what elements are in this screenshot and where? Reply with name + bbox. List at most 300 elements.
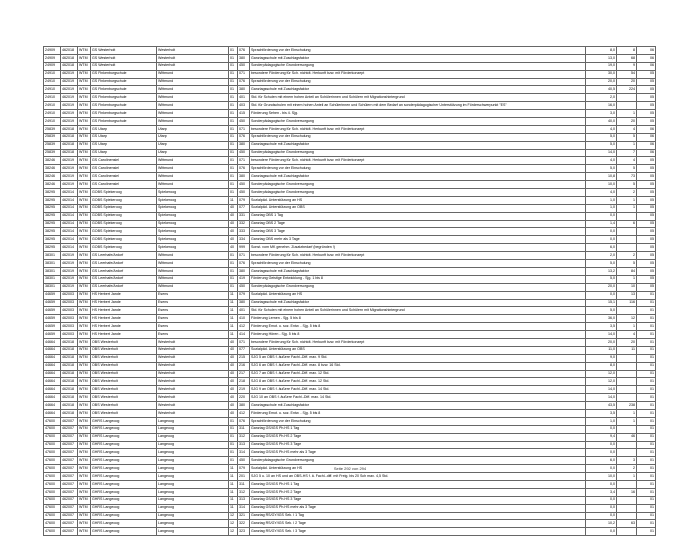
cell-code: 071 — [238, 70, 250, 78]
cell-school-type: 40 — [229, 204, 238, 212]
cell-county: WTM — [78, 473, 91, 481]
cell-description: Sonderpädagogische Grundversorgung — [250, 457, 586, 465]
cell-code: 218 — [238, 378, 250, 386]
table-row — [44, 62, 656, 70]
cell-description: Sozialpäd. Unterstützung an OBS — [250, 346, 586, 354]
cell-location: Spiekeroog — [157, 236, 229, 244]
cell-school-id: 24910 — [44, 78, 61, 86]
cell-location: Esens — [157, 323, 229, 331]
cell-school-id: 38246 — [44, 157, 61, 165]
cell-hours: 40,0 — [586, 118, 617, 126]
cell-code: 071 — [238, 157, 250, 165]
cell-district-code: 462018 — [61, 141, 78, 149]
table-row — [44, 78, 656, 86]
cell-county: WTM — [78, 394, 91, 402]
cell-county: WTM — [78, 157, 91, 165]
cell-school-type: 01 — [229, 94, 238, 102]
cell-hours: 0,0 — [586, 228, 617, 236]
cell-school-type: 12 — [229, 528, 238, 536]
cell-location: Wittmund — [157, 173, 229, 181]
table-row — [44, 157, 656, 165]
cell-suffix: 01 — [637, 354, 656, 362]
cell-count: 1 — [617, 204, 637, 212]
cell-county: WTM — [78, 181, 91, 189]
cell-school-name: OBS Westerholt — [91, 354, 157, 362]
cell-count: 68 — [617, 54, 637, 62]
cell-district-code: 462019 — [61, 275, 78, 283]
cell-school-type: 01 — [229, 449, 238, 457]
cell-school-id: 38295 — [44, 196, 61, 204]
table-row — [44, 346, 656, 354]
cell-school-id: 38246 — [44, 173, 61, 181]
cell-location: Esens — [157, 299, 229, 307]
table-row — [44, 473, 656, 481]
cell-hours: 1,0 — [586, 417, 617, 425]
cell-district-code: 462014 — [61, 236, 78, 244]
cell-suffix: 01 — [637, 480, 656, 488]
cell-school-name: OBS Westerholt — [91, 362, 157, 370]
cell-school-id: 38295 — [44, 189, 61, 197]
cell-district-code: 462018 — [61, 54, 78, 62]
cell-school-name: GHRS Langeoog — [91, 488, 157, 496]
table-row — [44, 488, 656, 496]
cell-school-type: 01 — [229, 252, 238, 260]
cell-description: Ganztag RS/GY/IGS Sek. I 2 Tage — [250, 520, 586, 528]
cell-code: 450 — [238, 189, 250, 197]
cell-hours: 3,0 — [586, 110, 617, 118]
table-row — [44, 370, 656, 378]
cell-suffix: 05 — [637, 228, 656, 236]
cell-count: 116 — [617, 299, 637, 307]
cell-district-code: 462003 — [61, 331, 78, 339]
cell-school-name: GHRS Langeoog — [91, 449, 157, 457]
cell-count — [617, 496, 637, 504]
cell-count: 1 — [617, 409, 637, 417]
cell-description: besondere Förderung für Sch. nichtdt. Herkunft bzw. mit Förderkonzept — [250, 157, 586, 165]
table-row — [44, 165, 656, 173]
cell-school-name: HS Herbert Jande — [91, 307, 157, 315]
cell-location: Langeoog — [157, 465, 229, 473]
cell-school-id: 38246 — [44, 181, 61, 189]
cell-district-code: 462007 — [61, 473, 78, 481]
cell-school-type: 40 — [229, 370, 238, 378]
cell-code: 312 — [238, 433, 250, 441]
cell-count: 1 — [617, 323, 637, 331]
table-row — [44, 236, 656, 244]
cell-school-id: 38295 — [44, 212, 61, 220]
cell-suffix: 01 — [637, 386, 656, 394]
cell-hours: 9,4 — [586, 433, 617, 441]
cell-location: Langeoog — [157, 480, 229, 488]
cell-code: 412 — [238, 323, 250, 331]
cell-suffix: 01 — [637, 315, 656, 323]
cell-description: Sprachförderung vor der Einschulung — [250, 417, 586, 425]
cell-location: Langeoog — [157, 449, 229, 457]
cell-location: Esens — [157, 331, 229, 339]
cell-county: WTM — [78, 346, 91, 354]
cell-description: Sonst. vom MK genehm. Zusatzbedarf (begründen !) — [250, 244, 586, 252]
cell-code: 076 — [238, 417, 250, 425]
table-row — [44, 331, 656, 339]
cell-suffix: 06 — [637, 47, 656, 55]
table-row — [44, 378, 656, 386]
cell-hours: 5,0 — [586, 260, 617, 268]
cell-district-code: 462019 — [61, 102, 78, 110]
cell-suffix: 05 — [637, 275, 656, 283]
cell-hours: 0,0 — [586, 449, 617, 457]
cell-district-code: 462018 — [61, 370, 78, 378]
cell-description: Förderung Lernen - Sjg. 5 bis 8 — [250, 315, 586, 323]
table-row — [44, 118, 656, 126]
cell-school-id: 44659 — [44, 331, 61, 339]
cell-school-id: 44659 — [44, 299, 61, 307]
cell-code: 321 — [238, 512, 250, 520]
cell-suffix: 05 — [637, 212, 656, 220]
cell-school-id: 24910 — [44, 86, 61, 94]
cell-suffix: 05 — [637, 70, 656, 78]
cell-school-type: 40 — [229, 362, 238, 370]
cell-district-code: 462007 — [61, 504, 78, 512]
cell-suffix: 06 — [637, 54, 656, 62]
cell-district-code: 462014 — [61, 228, 78, 236]
cell-code: 380 — [238, 54, 250, 62]
cell-school-name: OBS Westerholt — [91, 402, 157, 410]
cell-count: 8 — [617, 47, 637, 55]
cell-district-code: 462019 — [61, 110, 78, 118]
cell-district-code: 462003 — [61, 315, 78, 323]
cell-school-name: GHRS Langeoog — [91, 417, 157, 425]
cell-hours: 8,0 — [586, 362, 617, 370]
cell-hours: 4,0 — [586, 157, 617, 165]
cell-county: WTM — [78, 228, 91, 236]
cell-school-id: 38301 — [44, 260, 61, 268]
cell-code: 450 — [238, 457, 250, 465]
cell-district-code: 462019 — [61, 181, 78, 189]
cell-county: WTM — [78, 449, 91, 457]
cell-district-code: 462019 — [61, 165, 78, 173]
cell-description: Ganztag OBS mehr als 3 Tage — [250, 236, 586, 244]
cell-location: Westerholt — [157, 394, 229, 402]
cell-suffix: 01 — [637, 323, 656, 331]
cell-county: WTM — [78, 315, 91, 323]
cell-hours: 5,0 — [586, 165, 617, 173]
cell-hours: 12,0 — [586, 378, 617, 386]
cell-location: Wittmund — [157, 260, 229, 268]
table-row — [44, 275, 656, 283]
cell-description: SJG 5 u. 10 an HS und an OBS-HS f. ä. Fachl.-diff. mit Freig. bis 20 Sch max. 4,5 Std. — [250, 473, 586, 481]
cell-suffix: 05 — [637, 252, 656, 260]
cell-school-id: 38301 — [44, 252, 61, 260]
cell-district-code: 462018 — [61, 133, 78, 141]
cell-county: WTM — [78, 291, 91, 299]
cell-school-name: GS Utarp — [91, 133, 157, 141]
cell-count — [617, 386, 637, 394]
cell-suffix: 05 — [637, 244, 656, 252]
cell-count: 4 — [617, 331, 637, 339]
cell-description: Std. für Grundschulen mit einem hohen Anteil an Schülerinnen und Schülern mit dem Bedarf an sonderpädagogischer Unterstützung im Förderschwerpunkt "ES" — [250, 102, 586, 110]
cell-school-type: 11 — [229, 496, 238, 504]
cell-county: WTM — [78, 409, 91, 417]
cell-hours: 14,0 — [586, 149, 617, 157]
cell-school-id: 44664 — [44, 354, 61, 362]
cell-school-type: 12 — [229, 520, 238, 528]
table-row — [44, 457, 656, 465]
cell-count: 1 — [617, 275, 637, 283]
cell-county: WTM — [78, 417, 91, 425]
cell-suffix: 01 — [637, 528, 656, 536]
cell-description: Ganztag GS/IGS Ph.HS 3 Tage — [250, 496, 586, 504]
cell-district-code: 462003 — [61, 299, 78, 307]
cell-school-type: 01 — [229, 425, 238, 433]
cell-code: 450 — [238, 149, 250, 157]
cell-school-id: 47600 — [44, 457, 61, 465]
cell-school-id: 24910 — [44, 110, 61, 118]
cell-school-name: GHRS Langeoog — [91, 441, 157, 449]
cell-count: 1 — [617, 196, 637, 204]
cell-count — [617, 504, 637, 512]
table-row — [44, 512, 656, 520]
cell-county: WTM — [78, 165, 91, 173]
cell-district-code: 462018 — [61, 354, 78, 362]
table-row — [44, 244, 656, 252]
cell-school-type: 01 — [229, 267, 238, 275]
cell-suffix: 01 — [637, 370, 656, 378]
cell-description: Förderung Emot. u. soz. Entw. - Sjg. 5 bis 8 — [250, 323, 586, 331]
cell-district-code: 462018 — [61, 62, 78, 70]
table-row — [44, 54, 656, 62]
cell-description: Sozialpäd. Unterstützung an OBS — [250, 204, 586, 212]
cell-location: Langeoog — [157, 504, 229, 512]
cell-suffix: 01 — [637, 378, 656, 386]
cell-count: 11 — [617, 346, 637, 354]
cell-school-name: GHRS Langeoog — [91, 528, 157, 536]
cell-location: Westerholt — [157, 378, 229, 386]
cell-county: WTM — [78, 244, 91, 252]
cell-school-type: 40 — [229, 212, 238, 220]
table-row — [44, 181, 656, 189]
table-row — [44, 125, 656, 133]
cell-count — [617, 236, 637, 244]
cell-county: WTM — [78, 54, 91, 62]
cell-code: 333 — [238, 228, 250, 236]
cell-description: besondere Förderung für Sch. nichtdt. Herkunft bzw. mit Förderkonzept — [250, 252, 586, 260]
cell-description: Sozialpäd. Unterstützung an HS — [250, 291, 586, 299]
cell-school-id: 24909 — [44, 62, 61, 70]
cell-hours: 10,8 — [586, 173, 617, 181]
cell-county: WTM — [78, 433, 91, 441]
cell-school-name: GHRS Langeoog — [91, 496, 157, 504]
cell-description: Ganztagsschule mit Zuschlagsfaktor — [250, 173, 586, 181]
cell-school-name: GHRS Langeoog — [91, 480, 157, 488]
cell-hours: 6,0 — [586, 244, 617, 252]
cell-district-code: 462007 — [61, 433, 78, 441]
cell-count: 3 — [617, 457, 637, 465]
cell-count: 5 — [617, 181, 637, 189]
cell-hours: 8,0 — [586, 47, 617, 55]
cell-school-name: GOBS Spiekeroog — [91, 220, 157, 228]
cell-suffix: 05 — [637, 86, 656, 94]
cell-code: 419 — [238, 275, 250, 283]
cell-district-code: 462018 — [61, 402, 78, 410]
cell-location: Spiekeroog — [157, 204, 229, 212]
cell-school-name: GS Finkenburgschule — [91, 102, 157, 110]
cell-county: WTM — [78, 299, 91, 307]
cell-hours: 20,0 — [586, 283, 617, 291]
cell-count: 2 — [617, 252, 637, 260]
cell-district-code: 462018 — [61, 149, 78, 157]
cell-description: SJG 7 an OBS f. äußere Fachl.-Diff. max. 12 Std. — [250, 370, 586, 378]
cell-district-code: 462007 — [61, 520, 78, 528]
cell-school-type: 40 — [229, 228, 238, 236]
cell-count — [617, 449, 637, 457]
cell-count — [617, 378, 637, 386]
cell-description: Std. für Schulen mit einem hohen Anteil an Schülerinnen und Schülern mit Migrationshintergrund — [250, 94, 586, 102]
table-row — [44, 409, 656, 417]
cell-suffix: 01 — [637, 504, 656, 512]
cell-description: SJG 5 an OBS f. äußere Fachl.-Diff. max. 9 Std. — [250, 354, 586, 362]
cell-description: Ganztag OBS 1 Tag — [250, 212, 586, 220]
cell-school-id: 38246 — [44, 165, 61, 173]
cell-school-id: 44659 — [44, 307, 61, 315]
cell-hours: 1,0 — [586, 196, 617, 204]
cell-count: 1 — [617, 110, 637, 118]
cell-code: 077 — [238, 346, 250, 354]
cell-suffix: 01 — [637, 449, 656, 457]
cell-hours: 0,0 — [586, 212, 617, 220]
cell-school-name: GHRS Langeoog — [91, 512, 157, 520]
cell-school-id: 24910 — [44, 102, 61, 110]
cell-suffix: 05 — [637, 260, 656, 268]
cell-hours: 0,0 — [586, 236, 617, 244]
cell-district-code: 462003 — [61, 323, 78, 331]
cell-suffix: 06 — [637, 141, 656, 149]
cell-count: 20 — [617, 338, 637, 346]
cell-location: Wittmund — [157, 110, 229, 118]
cell-school-name: GS Utarp — [91, 149, 157, 157]
cell-school-type: 01 — [229, 133, 238, 141]
cell-school-id: 47600 — [44, 465, 61, 473]
table-row — [44, 47, 656, 55]
cell-district-code: 462014 — [61, 196, 78, 204]
cell-school-name: GS Finkenburgschule — [91, 78, 157, 86]
cell-district-code: 462007 — [61, 449, 78, 457]
cell-district-code: 462019 — [61, 173, 78, 181]
table-row — [44, 307, 656, 315]
cell-school-type: 11 — [229, 323, 238, 331]
cell-location: Westerholt — [157, 54, 229, 62]
cell-county: WTM — [78, 47, 91, 55]
cell-county: WTM — [78, 370, 91, 378]
cell-location: Wittmund — [157, 86, 229, 94]
cell-school-name: GOBS Spiekeroog — [91, 196, 157, 204]
cell-school-name: GOBS Spiekeroog — [91, 189, 157, 197]
cell-suffix: 05 — [637, 78, 656, 86]
cell-school-id: 44659 — [44, 323, 61, 331]
cell-district-code: 462019 — [61, 267, 78, 275]
table-row — [44, 86, 656, 94]
cell-hours: 5,0 — [586, 275, 617, 283]
table-row — [44, 433, 656, 441]
cell-suffix: 05 — [637, 220, 656, 228]
cell-code: 322 — [238, 520, 250, 528]
cell-district-code: 462019 — [61, 70, 78, 78]
cell-school-type: 01 — [229, 141, 238, 149]
cell-description: Förderung Emot. u. soz. Entw. - Sjg. 5 bis 8 — [250, 409, 586, 417]
cell-district-code: 462018 — [61, 378, 78, 386]
cell-school-id: 44664 — [44, 378, 61, 386]
cell-school-name: GS Leerhafe/Ardorf — [91, 267, 157, 275]
cell-school-name: GHRS Langeoog — [91, 433, 157, 441]
cell-location: Langeoog — [157, 528, 229, 536]
cell-district-code: 462007 — [61, 417, 78, 425]
cell-suffix: 05 — [637, 110, 656, 118]
cell-hours: 1,4 — [586, 220, 617, 228]
cell-hours: 4,0 — [586, 125, 617, 133]
cell-code: 079 — [238, 291, 250, 299]
cell-county: WTM — [78, 204, 91, 212]
cell-description: Sprachförderung vor der Einschulung — [250, 133, 586, 141]
cell-hours: 13,0 — [586, 54, 617, 62]
cell-suffix: 05 — [637, 283, 656, 291]
cell-code: 076 — [238, 133, 250, 141]
cell-code: 380 — [238, 267, 250, 275]
cell-description: Förderung Hören - Sjg. 5 bis 8 — [250, 331, 586, 339]
cell-school-name: GS Westerholt — [91, 47, 157, 55]
table-row — [44, 149, 656, 157]
cell-description: Ganztag RS/GY/IGS Sek. I 1 Tag — [250, 512, 586, 520]
cell-school-name: GHRS Langeoog — [91, 465, 157, 473]
cell-school-type: 01 — [229, 173, 238, 181]
cell-location: Langeoog — [157, 457, 229, 465]
cell-school-name: GS Westerholt — [91, 54, 157, 62]
cell-location: Spiekeroog — [157, 196, 229, 204]
cell-description: Sprachförderung vor der Einschulung — [250, 78, 586, 86]
cell-county: WTM — [78, 212, 91, 220]
cell-suffix: 01 — [637, 520, 656, 528]
cell-count — [617, 425, 637, 433]
cell-school-id: 44664 — [44, 338, 61, 346]
cell-county: WTM — [78, 488, 91, 496]
table-row — [44, 402, 656, 410]
cell-county: WTM — [78, 354, 91, 362]
cell-description: Förderung Geistige Entwicklung - Sjg. 1 bis 8 — [250, 275, 586, 283]
cell-school-id: 47600 — [44, 425, 61, 433]
cell-location: Langeoog — [157, 425, 229, 433]
cell-school-type: 12 — [229, 512, 238, 520]
cell-school-name: GS Utarp — [91, 141, 157, 149]
cell-school-type: 01 — [229, 457, 238, 465]
cell-location: Westerholt — [157, 354, 229, 362]
cell-code: 219 — [238, 386, 250, 394]
cell-count: 12 — [617, 315, 637, 323]
cell-code: 314 — [238, 449, 250, 457]
cell-school-type: 40 — [229, 409, 238, 417]
cell-suffix: 01 — [637, 362, 656, 370]
cell-code: 076 — [238, 260, 250, 268]
cell-hours: 19,0 — [586, 62, 617, 70]
table-row — [44, 70, 656, 78]
cell-school-name: GOBS Spiekeroog — [91, 228, 157, 236]
cell-school-name: GOBS Spiekeroog — [91, 244, 157, 252]
cell-hours: 0,0 — [586, 441, 617, 449]
table-row — [44, 338, 656, 346]
table-row — [44, 102, 656, 110]
cell-code: 077 — [238, 204, 250, 212]
cell-school-id: 24909 — [44, 54, 61, 62]
cell-school-type: 01 — [229, 70, 238, 78]
cell-code: 079 — [238, 196, 250, 204]
cell-count — [617, 102, 637, 110]
